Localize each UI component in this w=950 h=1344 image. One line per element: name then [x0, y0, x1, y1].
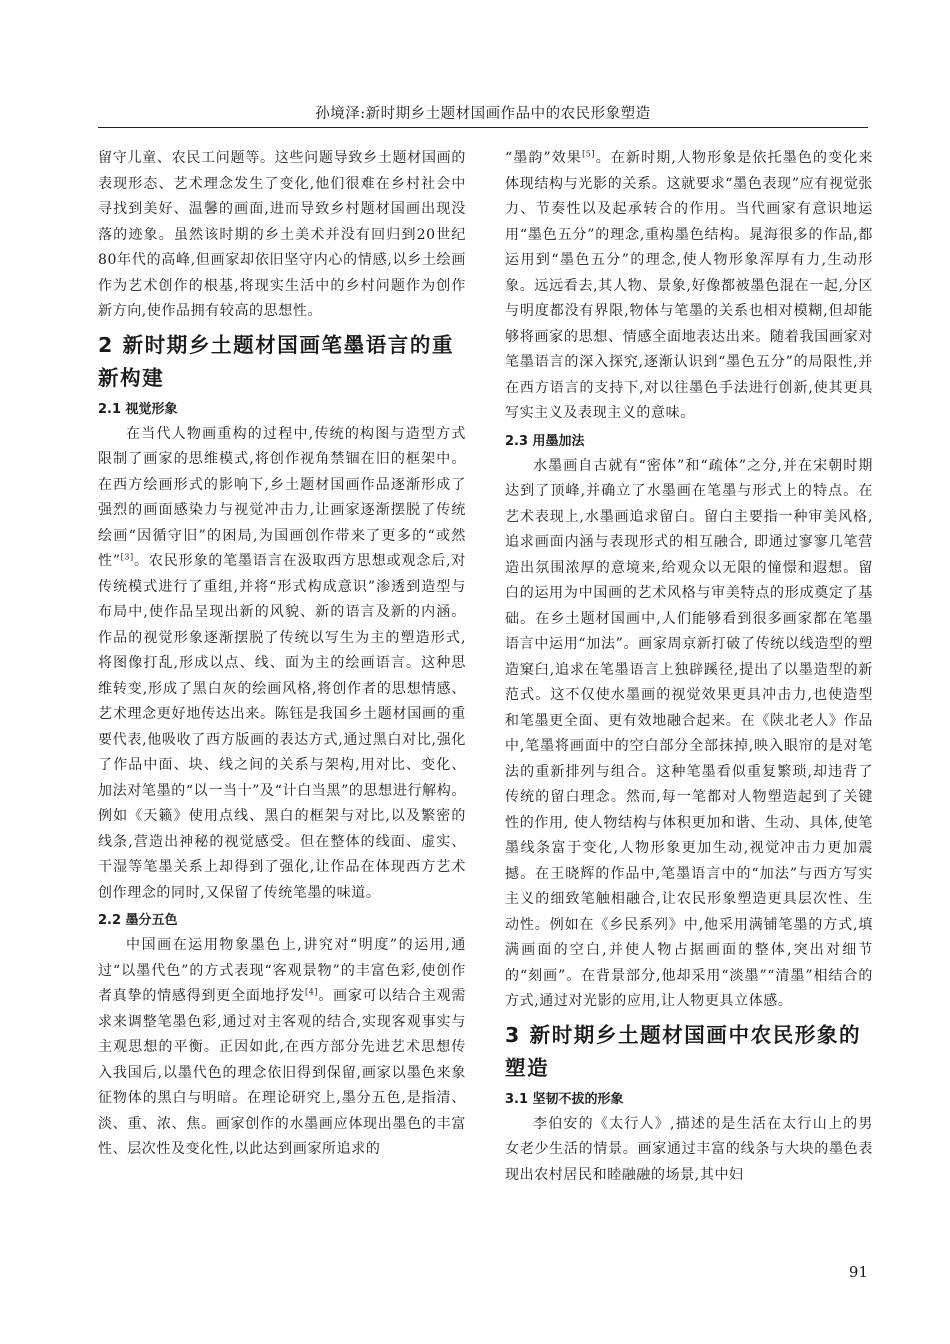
paragraph-text: 。画家可以结合主观需求来调整笔墨色彩,通过对主客观的结合,实现客观事实与主观思想的平衡。正因如此,在西方部分先进艺术思想传入我国后,以墨代色的理念依旧得到保留,画家以墨色来象征物体的黑白与明暗。在理论研究上,墨分五色,是指清、淡、重、浓、焦。画家创作的水墨画应体现出墨色的丰富性、层次性及变化性,以此达到画家所追求的 — [98, 988, 466, 1157]
subsection-2-3-title: 2.3 用墨加法 — [505, 433, 585, 449]
right-column — [505, 146, 873, 1188]
paragraph-text: 在当代人物画重构的过程中,传统的构图与造型方式限制了画家的思维模式,将创作视角禁锢在旧的框架中。在西方绘画形式的影响下,乡土题材国画作品逐渐形成了强烈的画面感染力与视觉冲击力,让画家逐渐摆脱了传统绘画“因循守旧”的困局,为国画创作带来了更多的“或然性” — [98, 425, 466, 569]
subsection-3-1-paragraph: 李伯安的《太行人》,描述的是生活在太行山上的男女老少生活的情景。画家通过丰富的线条与大块的墨色表现出农村居民和睦融融的场景,其中妇 — [505, 1115, 873, 1183]
subsection-3-1-title: 3.1 坚韧不拔的形象 — [505, 1091, 624, 1107]
citation-4: [4] — [305, 987, 319, 997]
subsection-2-2-paragraph — [98, 933, 466, 1163]
subsection-2-2-continuation — [505, 146, 873, 427]
subsection-2-2-title: 2.2 墨分五色 — [98, 913, 178, 928]
citation-3: [3] — [120, 552, 134, 562]
subsection-2-1-paragraph — [98, 422, 466, 907]
subsection-2-3-paragraph: 水墨画自古就有“密体”和“疏体”之分,并在宋朝时期达到了顶峰,并确立了水墨画在笔墨与形式上的特点。在艺术表现上,水墨画追求留白。留白主要指一种审美风格,追求画面内涵与表现形式的相互融合, 即通过寥寥几笔营造出氛围浓厚的意境来,给观众以无限的憧憬和遐想。留白的运用为中国画的艺术风格与审美特点的形成奠定了基础。在乡土题材国画中,人们能够看到很多画家都在笔墨语言中运用“加法”。画家周京新打破了传统以线造型的塑造窠臼,追求在笔墨语言上独辟蹊径,提出了以墨造型的新范式。这不仅使水墨画的视觉效果更具冲击力,也使造型和笔墨更全面、更有效地融合起来。在《陕北老人》作品中,笔墨将画面中的空白部分全部抹掉,映入眼帘的是对笔法的重新排列与组合。这种笔墨看似重复繁琐,却违背了传统的留白理念。然而,每一笔都对人物塑造起到了关键性的作用, 使人物结构与体积更加和谐、生动、具体,使笔墨线条富于变化,人物形象更加生动,视觉冲击力更加震撼。在王晓辉的作品中,笔墨语言中的“加法”与西方写实主义的细致笔触相融合,让农民形象塑造更具层次性、生动性。例如在《乡民系列》中,他采用满铺笔墨的方式,填满画面的空白,并使人物占据画面的整体,突出对细节的“刻画”。在背景部分,他却采用“淡墨”“清墨”相结合的方式,通过对光影的应用,让人物更具立体感。 — [505, 457, 873, 1009]
section-2-title: 2 新时期乡土题材国画笔墨语言的重新构建 — [98, 332, 455, 390]
section-3-title: 3 新时期乡土题材国画中农民形象的塑造 — [505, 1022, 862, 1080]
paragraph-text: 。农民形象的笔墨语言在汲取西方思想或观念后,对传统模式进行了重组,并将“形式构成意识”渗透到造型与布局中,使作品呈现出新的风貌、新的语言及新的内涵。作品的视觉形象逐渐摆脱了传统以写生为主的塑造形式,将图像打乱,形成以点、线、面为主的绘画语言。这种思维转变,形成了黑白灰的绘画风格,将创作者的思想情感、艺术理念更好地传达出来。陈钰是我国乡土题材国画的重要代表,他吸收了西方版画的表达方式,通过黑白对比,强化了作品中面、块、线之间的关系与架构,用对比、变化、加法对笔墨的“以一当十”及“计白当黑”的思想进行解构。例如《天籁》使用点线、黑白的框架与对比,以及繁密的线条,营造出神秘的视觉感受。但在整体的线面、虚实、干湿等笔墨关系上却得到了强化,让作品在体现西方艺术创作理念的同时,又保留了传统笔墨的味道。 — [98, 553, 467, 901]
paragraph-text: 中国画在运用物象墨色上,讲究对“明度”的运用,通过“以墨代色”的方式表现“客观景物”的丰富色彩,使创作者真挚的情感得到更全面地抒发 — [98, 937, 466, 1004]
paragraph-text: 。在新时期,人物形象是依托墨色的变化来体现结构与光影的关系。这就要求“墨色表现”应有视觉张力、节奏性以及起承转合的作用。当代画家有意识地运用“墨色五分”的理念,重构墨色结构。晁海很多的作品,都运用到“墨色五分”的理念,使人物形象浑厚有力,生动形象。远远看去,其人物、景象,好像都被墨色混在一起,分区与明度都没有界限,物体与笔墨的关系也相对模糊,但却能够将画家的思想、情感全面地表达出来。随着我国画家对笔墨语言的深入探究,逐渐认识到“墨色五分”的局限性,并在西方语言的支持下,对以往墨色手法进行创新,使其更具写实主义及表现主义的意味。 — [505, 150, 873, 421]
citation-5: [5] — [582, 149, 596, 159]
paragraph-text: “墨韵”效果 — [505, 150, 583, 166]
page-number: 91 — [848, 1263, 868, 1281]
intro-paragraph: 留守儿童、农民工问题等。这些问题导致乡土题材国画的表现形态、艺术理念发生了变化,他们很难在乡村社会中寻找到美好、温馨的画面,进而导致乡村题材国画出现没落的迹象。虽然该时期的乡土美术并没有回归到20世纪80年代的高峰,但画家却依旧坚守内心的情感,以乡土绘画作为艺术创作的根基,将现实生活中的乡村问题作为创作新方向,使作品拥有较高的思想性。 — [98, 150, 466, 319]
subsection-2-1-title: 2.1 视觉形象 — [98, 401, 178, 417]
header-rule — [98, 127, 868, 128]
left-column — [98, 146, 466, 1163]
running-header: 孙境泽:新时期乡土题材国画作品中的农民形象塑造 — [315, 106, 651, 122]
